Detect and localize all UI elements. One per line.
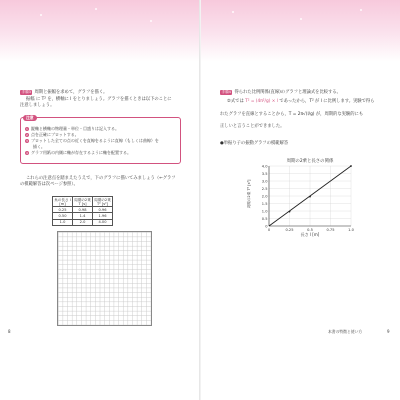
- table-row: [53, 219, 113, 225]
- caution-item-continued: 描く。: [33, 144, 45, 149]
- chart-y-tick-label: 1.5: [261, 201, 268, 206]
- model-answer-chart: [241, 156, 361, 238]
- table-cell: 1.0: [53, 219, 73, 225]
- step3-instruction-line1: 振幅 に T² を，横軸に l をとりましょう。グラフを描くときは以下のことに: [26, 97, 172, 102]
- paragraph-line2: の模範解答は次ページ参照）。: [20, 182, 78, 187]
- step4-tag: 手順4: [221, 90, 231, 94]
- chart-data-point: [350, 165, 352, 167]
- number-badge-icon: 4: [26, 150, 28, 155]
- formula-1: T² = (4π²/g) × l: [245, 99, 278, 104]
- left-page: [0, 0, 199, 400]
- blank-graph-paper: [57, 231, 152, 326]
- model-answer-caption: ●単振り子の振動グラフの模範解答: [220, 141, 289, 146]
- chart-x-tick-label: 1.0: [348, 228, 354, 232]
- chart-y-tick-label: 0.5: [261, 216, 268, 221]
- chart-data-point: [289, 211, 291, 213]
- table-cell: 0.25: [53, 207, 73, 213]
- table-cell: 4.00: [93, 219, 113, 225]
- chart-x-tick-label: 0.5: [307, 228, 313, 232]
- step3-tag: 手順3: [21, 90, 31, 94]
- caution-item: 2 点を正確にプロットする。: [26, 132, 79, 137]
- formula-1-tail: であったから，T² が l に比例します。実験で得ら: [279, 99, 375, 104]
- page-number-left: 8: [8, 329, 11, 334]
- paragraph-line1: これらの注意点を踏まえたうえで，下のグラフに描いてみましょう（←グラフ: [26, 176, 176, 181]
- formula-intro: ②式では: [227, 99, 244, 104]
- chart-y-tick-label: 2.0: [261, 194, 268, 199]
- body-line3: 正しいと言うことができました。: [220, 124, 285, 129]
- chart-title: 周期の2乗と長さの関係: [286, 159, 334, 164]
- body-line2: れたグラフを直線とすることから，T = 2π√(l/g) が，周期的な実験的にも: [220, 112, 364, 117]
- table-cell: 0.50: [53, 213, 73, 219]
- table-header-row: [53, 197, 113, 207]
- chart-y-tick-label: 1.0: [261, 209, 268, 214]
- number-badge-icon: 1: [26, 126, 28, 131]
- table-cell: 2.0: [73, 219, 93, 225]
- number-badge-icon: 3: [26, 138, 28, 143]
- table-header-cell: 周期の2乗 T [s]: [74, 197, 91, 206]
- formula-line: [227, 99, 374, 105]
- step4-title: 得られた比例関係(直線)のグラフと理論式を比較する。: [234, 90, 341, 95]
- chart-y-tick-label: 3.0: [261, 179, 268, 184]
- caution-label: 注意: [23, 115, 37, 121]
- number-badge-icon: 2: [26, 132, 28, 137]
- step3-instruction-line2: 注意しましょう。: [20, 103, 55, 108]
- chart-x-axis-label: 長さ l [m]: [300, 232, 320, 237]
- caution-box: [20, 117, 181, 164]
- step3-heading: [20, 90, 107, 96]
- table-cell: 0.98: [73, 207, 93, 213]
- chart-x-tick-label: 0.75: [326, 228, 335, 232]
- chart-y-tick-label: 3.5: [261, 171, 268, 176]
- caution-item: 4 グラフ用紙の内側に軸が存在するように軸を配置する。: [26, 150, 131, 155]
- caution-item: 1 縦軸と横軸の物理量・単位・目盛りは記入する。: [26, 126, 119, 131]
- table-header-cell: 糸の長さ l [m]: [54, 197, 71, 206]
- step3-title: 周期と振幅を求めて，グラフを描く。: [34, 90, 108, 95]
- chart-y-ticks: [262, 164, 268, 228]
- caution-item: 3 プロットした全ての点の近くを直線をるように直線（もしくは曲線）を: [26, 138, 159, 143]
- table-cell: 1.96: [93, 213, 113, 219]
- page-number-right: 9: [387, 329, 390, 334]
- chart-y-tick-label: 4.0: [261, 164, 268, 169]
- chart-y-tick-label: 0: [265, 224, 268, 229]
- chart-x-tick-label: 0: [267, 228, 271, 232]
- chart-data-point: [309, 196, 311, 198]
- table-header-cell: 周期の2乗 T² [s²]: [94, 197, 111, 206]
- table-cell: 0.96: [93, 207, 113, 213]
- table-cell: 1.4: [73, 213, 93, 219]
- chart-y-tick-label: 2.5: [261, 186, 268, 191]
- step4-heading: [220, 90, 341, 96]
- running-head: 本書の特徴と使い方: [328, 329, 363, 334]
- chart-x-tick-label: 0.25: [285, 228, 294, 232]
- chart-y-axis-label: 周期の2乗 T² [s²]: [247, 179, 251, 209]
- measurement-table: [52, 196, 113, 226]
